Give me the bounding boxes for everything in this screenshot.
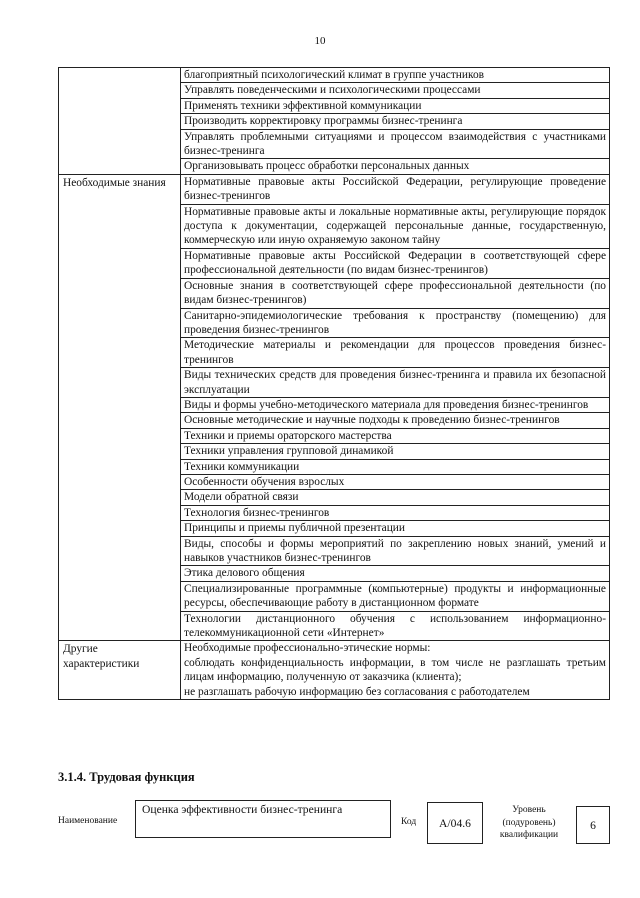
knowledge-item: Этика делового общения [181, 566, 610, 581]
knowledge-item: Нормативные правовые акты и локальные нормативные акты, регулирующие порядок доступа к документации, содержащей персональные данные, государственную, коммерческую или иную охраняемую законом тайну [181, 204, 610, 248]
skill-item: благоприятный психологический климат в группе участников [181, 68, 610, 83]
knowledge-item: Принципы и приемы публичной презентации [181, 521, 610, 536]
knowledge-item: Нормативные правовые акты Российской Федерации, регулирующие проведение бизнес-тренингов [181, 174, 610, 204]
labor-function-name-label: Наименование [58, 816, 118, 826]
knowledge-item: Нормативные правовые акты Российской Федерации в соответствующей сфере профессиональной деятельности (по видам бизнес-тренингов) [181, 248, 610, 278]
qualification-level-label: Уровень (подуровень) квалификации [499, 805, 559, 840]
labor-function-name-field: Оценка эффективности бизнес-тренинга [135, 800, 391, 838]
knowledge-item: Техники коммуникации [181, 459, 610, 474]
labor-function-code-field: A/04.6 [427, 802, 483, 844]
skill-item: Организовывать процесс обработки персональных данных [181, 159, 610, 174]
skill-item: Применять техники эффективной коммуникации [181, 98, 610, 113]
labor-function-code-label: Код [401, 817, 417, 827]
knowledge-category-cell: Необходимые знания [59, 174, 181, 641]
page-number: 10 [314, 35, 326, 47]
other-characteristics-cell [181, 641, 610, 700]
other-characteristic-line: Необходимые профессионально-этические нормы: [184, 642, 431, 655]
knowledge-item: Технология бизнес-тренингов [181, 505, 610, 520]
characteristics-table [58, 67, 610, 700]
knowledge-item: Виды, способы и формы мероприятий по закреплению новых знаний, умений и навыков участников бизнес-тренингов [181, 536, 610, 566]
qualification-level-field: 6 [576, 806, 610, 844]
other-characteristics-row [59, 641, 610, 700]
skills-row [59, 68, 610, 83]
knowledge-item: Технологии дистанционного обучения с использованием информационно-телекоммуникационной сети «Интернет» [181, 611, 610, 641]
knowledge-item: Модели обратной связи [181, 490, 610, 505]
knowledge-item: Виды и формы учебно-методического материала для проведения бизнес-тренингов [181, 397, 610, 412]
other-characteristic-line: не разглашать рабочую информацию без согласования с работодателем [184, 685, 530, 698]
knowledge-item: Виды технических средств для проведения бизнес-тренинга и правила их безопасной эксплуатации [181, 368, 610, 398]
skills-category-cell [59, 68, 181, 175]
skill-item: Управлять проблемными ситуациями и процессом взаимодействия с участниками бизнес-тренинга [181, 129, 610, 159]
knowledge-item: Методические материалы и рекомендации для процессов проведения бизнес-тренингов [181, 338, 610, 368]
skill-item: Управлять поведенческими и психологическими процессами [181, 83, 610, 98]
characteristics-table-body [59, 68, 610, 700]
knowledge-item: Техники и приемы ораторского мастерства [181, 428, 610, 443]
skill-item: Производить корректировку программы бизнес-тренинга [181, 114, 610, 129]
section-title: 3.1.4. Трудовая функция [58, 770, 195, 784]
other-characteristic-line: соблюдать конфиденциальность информации, в том числе не разглашать третьим лицам информацию, полученную от заказчика (клиента); [184, 656, 606, 684]
knowledge-item: Основные методические и научные подходы к проведению бизнес-тренингов [181, 413, 610, 428]
knowledge-item: Техники управления групповой динамикой [181, 444, 610, 459]
knowledge-item: Санитарно-эпидемиологические требования к пространству (помещению) для проведения бизнес-тренингов [181, 308, 610, 338]
other-category-cell: Другие характеристики [59, 641, 181, 700]
knowledge-item: Специализированные программные (компьютерные) продукты и информационные ресурсы, обеспечивающие работу в дистанционном формате [181, 581, 610, 611]
knowledge-row [59, 174, 610, 204]
knowledge-item: Особенности обучения взрослых [181, 474, 610, 489]
knowledge-item: Основные знания в соответствующей сфере профессиональной деятельности (по видам бизнес-тренингов) [181, 278, 610, 308]
